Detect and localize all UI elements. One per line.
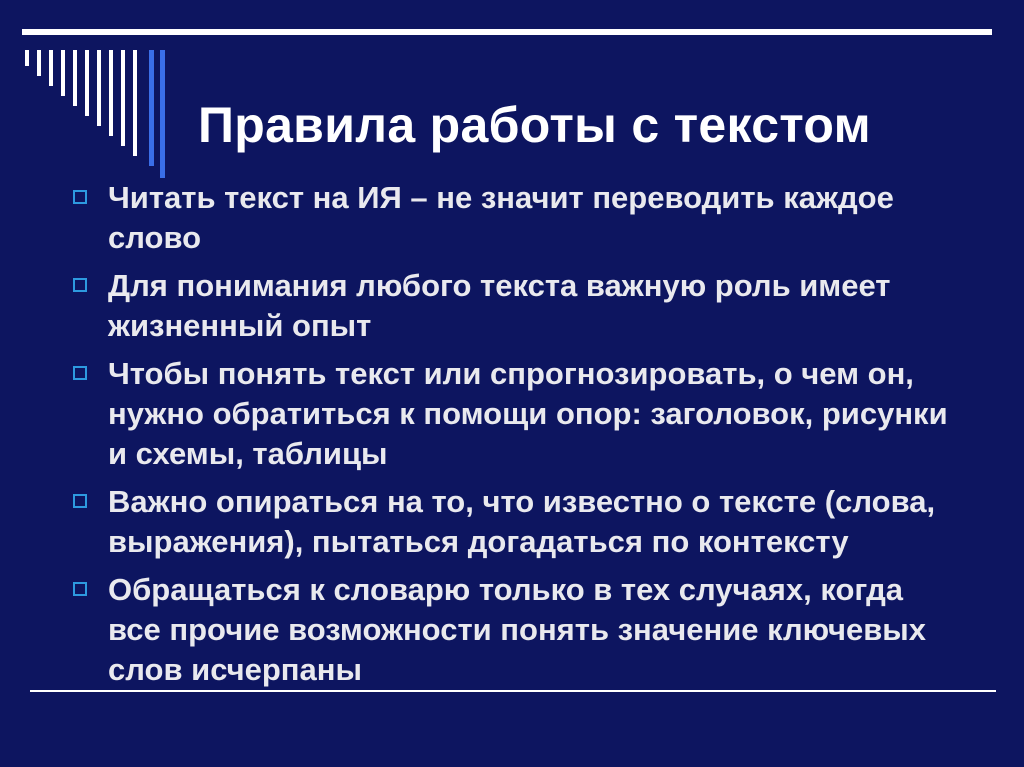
bullet-list xyxy=(72,178,962,698)
bullet-item xyxy=(72,354,962,474)
bullet-text: Чтобы понять текст или спрогнозировать, о чем он, нужно обратиться к помощи опор: заголовок, рисунки и схемы, таблицы xyxy=(108,356,948,471)
stripe xyxy=(37,50,41,76)
bullet-text: Обращаться к словарю только в тех случаях, когда все прочие возможности понять значение ключевых слов исчерпаны xyxy=(108,572,926,687)
decorative-stripes xyxy=(0,0,200,200)
stripe xyxy=(109,50,113,136)
hollow-square-icon xyxy=(73,494,87,508)
stripe xyxy=(121,50,125,146)
hollow-square-icon xyxy=(73,366,87,380)
bullet-text: Для понимания любого текста важную роль имеет жизненный опыт xyxy=(108,268,891,343)
bottom-rule-line xyxy=(30,690,996,692)
bullet-text: Важно опираться на то, что известно о тексте (слова, выражения), пытаться догадаться по контексту xyxy=(108,484,936,559)
stripe xyxy=(61,50,65,96)
hollow-square-icon xyxy=(73,278,87,292)
stripe xyxy=(85,50,89,116)
stripe xyxy=(49,50,53,86)
hollow-square-icon xyxy=(73,582,87,596)
bullet-item xyxy=(72,570,962,690)
stripe xyxy=(160,50,165,178)
stripe xyxy=(73,50,77,106)
stripe xyxy=(25,50,29,66)
bullet-item xyxy=(72,178,962,258)
bullet-item xyxy=(72,266,962,346)
stripe xyxy=(97,50,101,126)
bullet-text: Читать текст на ИЯ – не значит переводить каждое слово xyxy=(108,180,894,255)
hollow-square-icon xyxy=(73,190,87,204)
slide-title: Правила работы с текстом xyxy=(198,97,871,153)
stripe xyxy=(133,50,137,156)
bullet-item xyxy=(72,482,962,562)
stripe xyxy=(149,50,154,166)
